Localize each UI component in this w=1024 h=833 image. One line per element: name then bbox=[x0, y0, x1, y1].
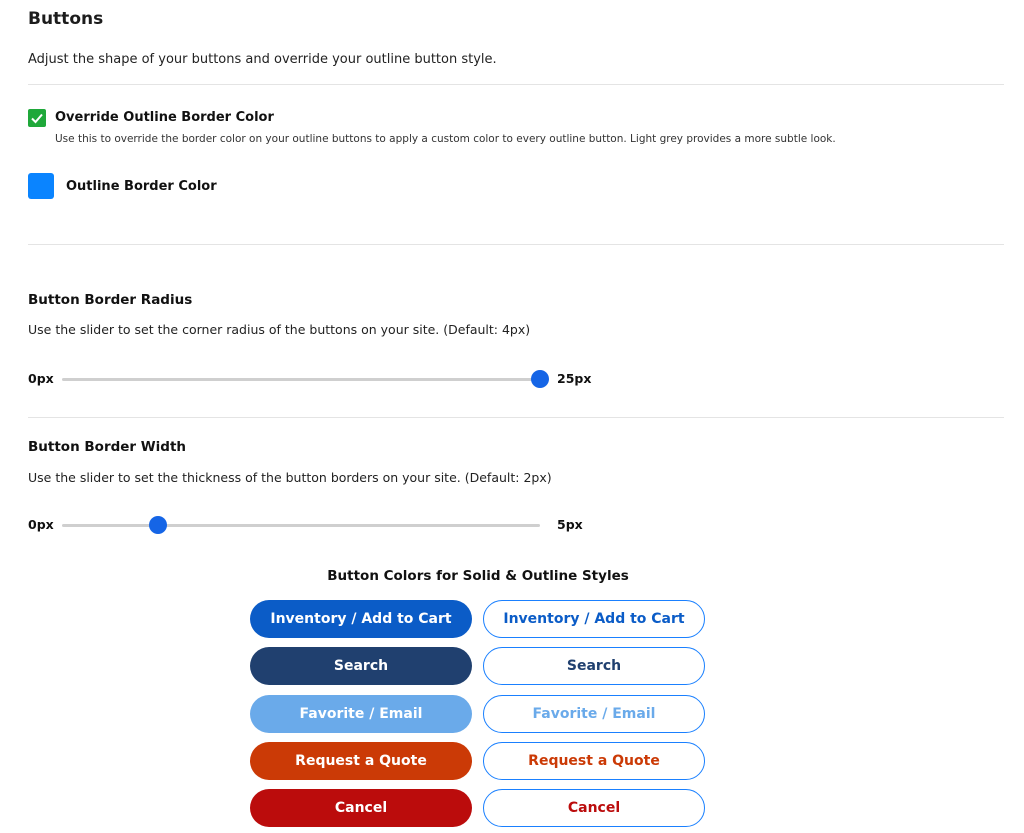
width-slider-max-label: 5px bbox=[557, 517, 583, 532]
request-a-quote-outline-button[interactable]: Request a Quote bbox=[483, 742, 705, 780]
favorite-email-outline-button[interactable]: Favorite / Email bbox=[483, 695, 705, 733]
width-slider-min-label: 0px bbox=[28, 517, 54, 532]
radius-slider-thumb[interactable] bbox=[531, 370, 549, 388]
divider bbox=[28, 244, 1004, 245]
width-slider-track[interactable] bbox=[62, 524, 540, 527]
request-a-quote-solid-button[interactable]: Request a Quote bbox=[250, 742, 472, 780]
radius-section-description: Use the slider to set the corner radius of the buttons on your site. (Default: 4px) bbox=[28, 322, 531, 337]
page-title: Buttons bbox=[28, 9, 104, 29]
page-description: Adjust the shape of your buttons and override your outline button style. bbox=[28, 52, 497, 67]
inventory-add-to-cart-outline-button[interactable]: Inventory / Add to Cart bbox=[483, 600, 705, 638]
override-checkbox[interactable] bbox=[28, 109, 46, 127]
radius-slider-min-label: 0px bbox=[28, 371, 54, 386]
favorite-email-solid-button[interactable]: Favorite / Email bbox=[250, 695, 472, 733]
search-solid-button[interactable]: Search bbox=[250, 647, 472, 685]
button-colors-title: Button Colors for Solid & Outline Styles bbox=[327, 568, 629, 584]
checkmark-icon bbox=[30, 111, 44, 125]
outline-border-color-swatch[interactable] bbox=[28, 173, 54, 199]
outline-border-color-label: Outline Border Color bbox=[66, 179, 217, 194]
search-outline-button[interactable]: Search bbox=[483, 647, 705, 685]
width-slider-thumb[interactable] bbox=[149, 516, 167, 534]
radius-section-title: Button Border Radius bbox=[28, 292, 193, 308]
inventory-add-to-cart-solid-button[interactable]: Inventory / Add to Cart bbox=[250, 600, 472, 638]
radius-slider-max-label: 25px bbox=[557, 371, 592, 386]
width-section-description: Use the slider to set the thickness of the button borders on your site. (Default: 2px) bbox=[28, 470, 552, 485]
override-help-text: Use this to override the border color on your outline buttons to apply a custom color to every outline button. Light grey provides a more subtle look. bbox=[55, 133, 836, 145]
cancel-solid-button[interactable]: Cancel bbox=[250, 789, 472, 827]
cancel-outline-button[interactable]: Cancel bbox=[483, 789, 705, 827]
width-section-title: Button Border Width bbox=[28, 439, 187, 455]
divider bbox=[28, 417, 1004, 418]
divider bbox=[28, 84, 1004, 85]
radius-slider-track[interactable] bbox=[62, 378, 540, 381]
override-label[interactable]: Override Outline Border Color bbox=[55, 110, 274, 125]
